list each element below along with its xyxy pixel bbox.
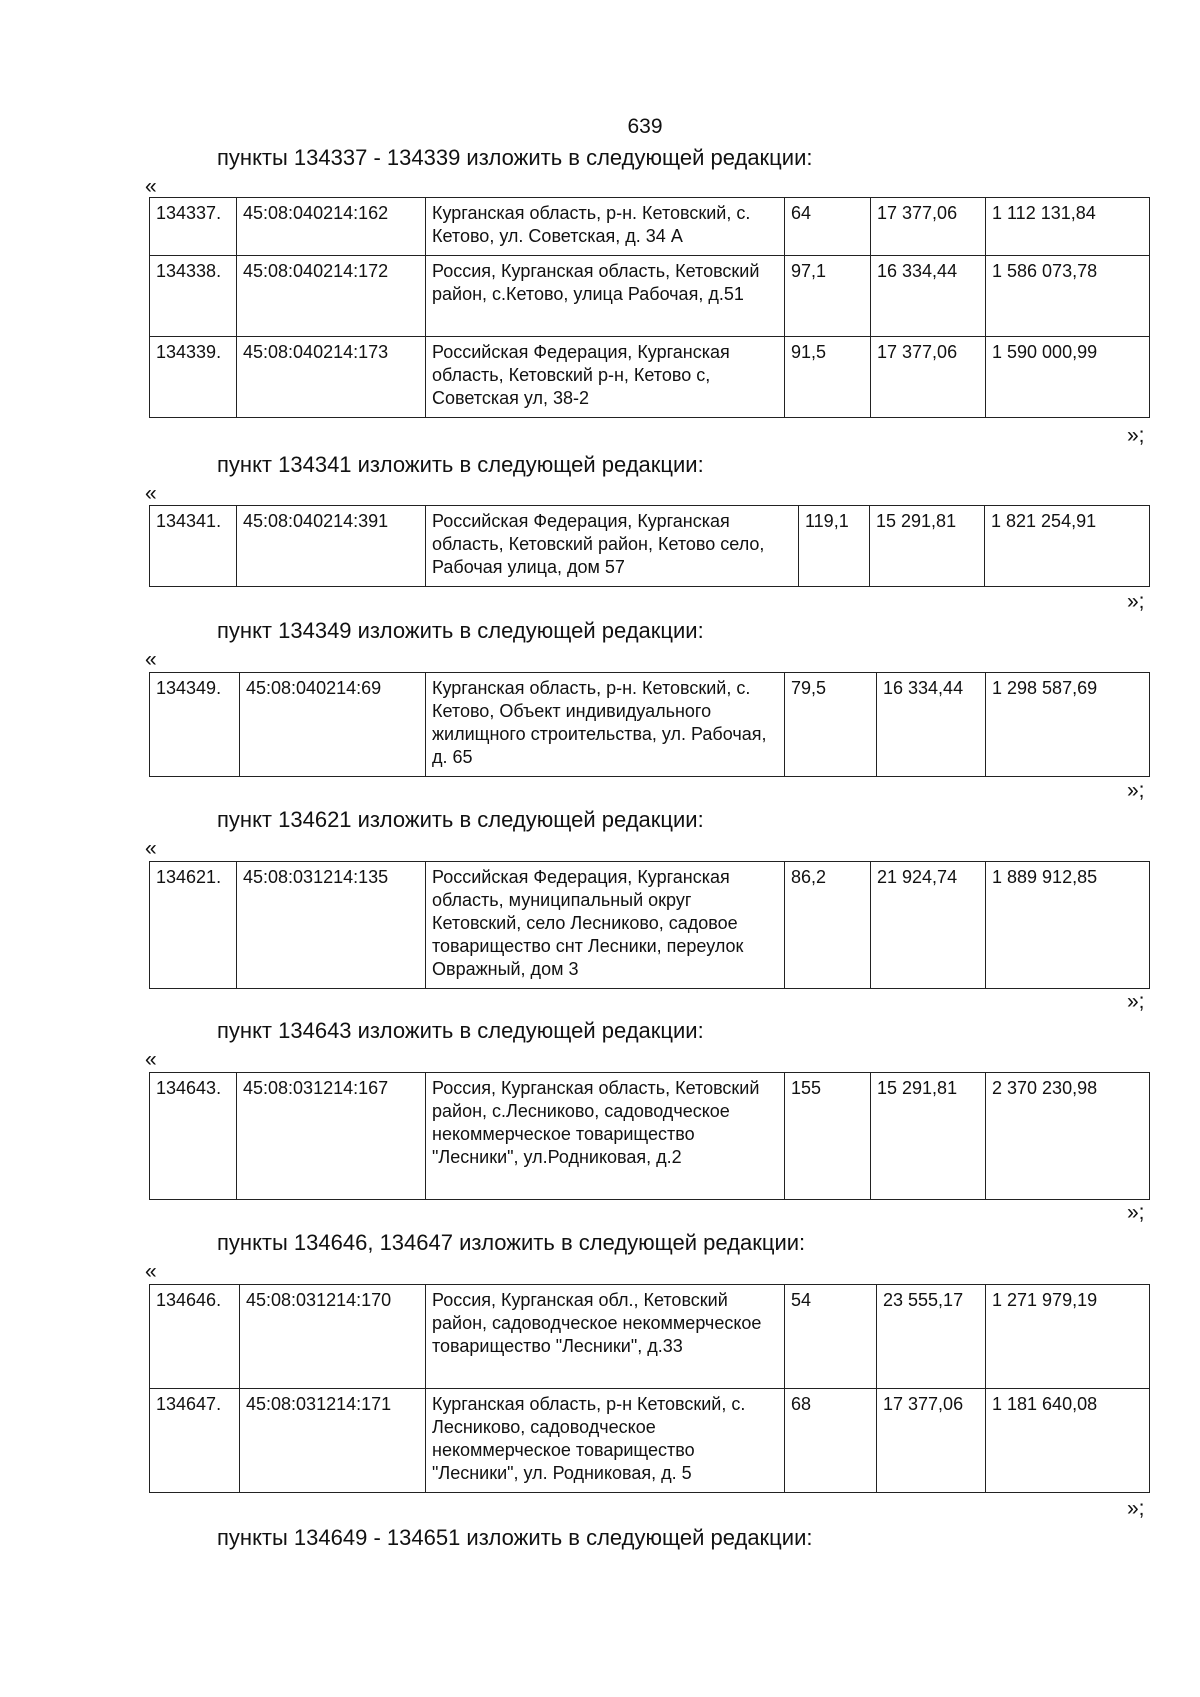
parcel-table [149, 505, 1150, 587]
table-row [150, 673, 1150, 777]
unit-value: 21 924,74 [871, 862, 986, 989]
address: Россия, Курганская область, Кетовский район, с.Лесниково, садоводческое некоммерческое товарищество "Лесники", ул.Родниковая, д.2 [426, 1073, 785, 1200]
area: 54 [785, 1285, 877, 1389]
cadastral-value: 2 370 230,98 [986, 1073, 1150, 1200]
area: 91,5 [785, 337, 871, 418]
open-quote: « [145, 482, 157, 505]
close-quote: »; [1127, 424, 1145, 447]
unit-value: 17 377,06 [871, 198, 986, 256]
address: Российская Федерация, Курганская область, Кетовский район, Кетово село, Рабочая улица, дом 57 [426, 506, 799, 587]
parcel-table [149, 1072, 1150, 1200]
row-number: 134338. [150, 256, 237, 337]
page-number: 639 [627, 115, 663, 138]
close-quote: »; [1127, 1497, 1145, 1520]
row-number: 134647. [150, 1389, 240, 1493]
close-quote: »; [1127, 1201, 1145, 1224]
open-quote: « [145, 1048, 157, 1071]
parcel-table [149, 672, 1150, 777]
open-quote: « [145, 648, 157, 671]
parcel-table [149, 861, 1150, 989]
open-quote: « [145, 175, 157, 198]
cadastral-value: 1 821 254,91 [985, 506, 1150, 587]
cadastral-number: 45:08:031214:135 [237, 862, 426, 989]
close-quote: »; [1127, 779, 1145, 802]
parcel-table [149, 1284, 1150, 1493]
table-row [150, 506, 1150, 587]
cadastral-value: 1 889 912,85 [986, 862, 1150, 989]
address: Россия, Курганская область, Кетовский район, с.Кетово, улица Рабочая, д.51 [426, 256, 785, 337]
area: 79,5 [785, 673, 877, 777]
section-heading: пункт 134643 изложить в следующей редакции: [217, 1018, 704, 1043]
cadastral-value: 1 271 979,19 [986, 1285, 1150, 1389]
cadastral-value: 1 181 640,08 [986, 1389, 1150, 1493]
unit-value: 15 291,81 [871, 1073, 986, 1200]
area: 68 [785, 1389, 877, 1493]
unit-value: 23 555,17 [877, 1285, 986, 1389]
open-quote: « [145, 837, 157, 860]
section-heading: пункт 134349 изложить в следующей редакции: [217, 618, 704, 643]
unit-value: 16 334,44 [877, 673, 986, 777]
address: Курганская область, р-н Кетовский, с. Лесниково, садоводческое некоммерческое товарищество "Лесники", ул. Родниковая, д. 5 [426, 1389, 785, 1493]
table-row [150, 1073, 1150, 1200]
address: Российская Федерация, Курганская область, Кетовский р-н, Кетово с, Советская ул, 38-2 [426, 337, 785, 418]
area: 97,1 [785, 256, 871, 337]
cadastral-number: 45:08:031214:171 [240, 1389, 426, 1493]
section-heading: пункт 134621 изложить в следующей редакции: [217, 807, 704, 832]
address: Курганская область, р-н. Кетовский, с. Кетово, ул. Советская, д. 34 А [426, 198, 785, 256]
cadastral-value: 1 112 131,84 [986, 198, 1150, 256]
cadastral-number: 45:08:031214:167 [237, 1073, 426, 1200]
row-number: 134341. [150, 506, 237, 587]
area: 86,2 [785, 862, 871, 989]
parcel-table [149, 197, 1150, 418]
area: 155 [785, 1073, 871, 1200]
area: 64 [785, 198, 871, 256]
open-quote: « [145, 1260, 157, 1283]
address: Курганская область, р-н. Кетовский, с. Кетово, Объект индивидуального жилищного строительства, ул. Рабочая, д. 65 [426, 673, 785, 777]
table-row [150, 1285, 1150, 1389]
cadastral-value: 1 590 000,99 [986, 337, 1150, 418]
cadastral-value: 1 298 587,69 [986, 673, 1150, 777]
row-number: 134339. [150, 337, 237, 418]
close-quote: »; [1127, 990, 1145, 1013]
cadastral-number: 45:08:040214:162 [237, 198, 426, 256]
table-row [150, 198, 1150, 256]
table-row [150, 337, 1150, 418]
unit-value: 16 334,44 [871, 256, 986, 337]
row-number: 134621. [150, 862, 237, 989]
cadastral-value: 1 586 073,78 [986, 256, 1150, 337]
cadastral-number: 45:08:031214:170 [240, 1285, 426, 1389]
section-heading: пункты 134337 - 134339 изложить в следующей редакции: [217, 145, 813, 170]
section-heading: пункт 134341 изложить в следующей редакции: [217, 452, 704, 477]
unit-value: 17 377,06 [877, 1389, 986, 1493]
cadastral-number: 45:08:040214:69 [240, 673, 426, 777]
address: Российская Федерация, Курганская область, муниципальный округ Кетовский, село Лесниково, садовое товарищество снт Лесники, переулок Овражный, дом 3 [426, 862, 785, 989]
section-heading: пункты 134649 - 134651 изложить в следующей редакции: [217, 1525, 813, 1550]
close-quote: »; [1127, 590, 1145, 613]
row-number: 134646. [150, 1285, 240, 1389]
unit-value: 15 291,81 [870, 506, 985, 587]
unit-value: 17 377,06 [871, 337, 986, 418]
table-row [150, 256, 1150, 337]
section-heading: пункты 134646, 134647 изложить в следующей редакции: [217, 1230, 806, 1255]
row-number: 134337. [150, 198, 237, 256]
table-row [150, 862, 1150, 989]
area: 119,1 [799, 506, 870, 587]
table-row [150, 1389, 1150, 1493]
row-number: 134349. [150, 673, 240, 777]
cadastral-number: 45:08:040214:172 [237, 256, 426, 337]
cadastral-number: 45:08:040214:391 [237, 506, 426, 587]
row-number: 134643. [150, 1073, 237, 1200]
address: Россия, Курганская обл., Кетовский район, садоводческое некоммерческое товарищество "Лесники", д.33 [426, 1285, 785, 1389]
cadastral-number: 45:08:040214:173 [237, 337, 426, 418]
